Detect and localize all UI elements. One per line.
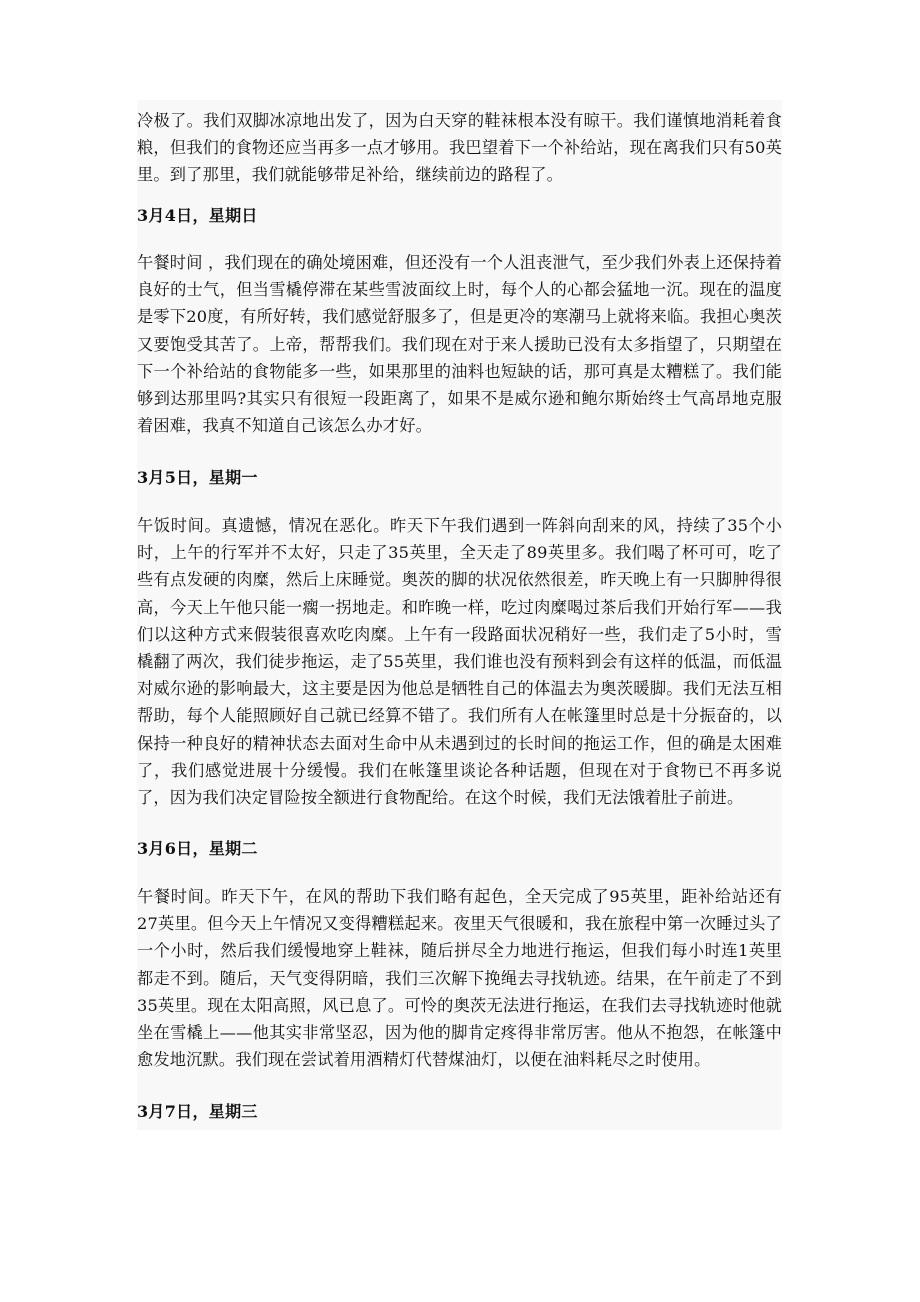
diary-date-march-5: 3月5日，星期一 xyxy=(137,468,258,487)
diary-paragraph-march-4: 午餐时间 ，我们现在的确处境困难，但还没有一个人沮丧泄气，至少我们外表上还保持着良好的士气，但当雪橇停滞在某些雪波面纹上时，每个人的心都会猛地一沉。现在的温度是零下20度，有所好转，我们感觉舒服多了，但是更冷的寒潮马上就将来临。我担心奥茨又要饱受其苦了。上帝，帮帮我们。我们现在对于来人援助已没有太多指望了，只期望在下一个补给站的食物能多一些，如果那里的油料也短缺的话，那可真是太糟糕了。我们能够到达那里吗?其实只有很短一段距离了，如果不是威尔逊和鲍尔斯始终士气高昂地克服着困难，我真不知道自己该怎么办才好。 xyxy=(137,253,782,436)
diary-paragraph-intro: 冷极了。我们双脚冰凉地出发了，因为白天穿的鞋袜根本没有晾干。我们谨慎地消耗着食粮，但我们的食物还应当再多一点才够用。我巴望着下一个补给站，现在离我们只有50英里。到了那里，我们就能够带足补给，继续前边的路程了。 xyxy=(137,111,782,185)
document-page xyxy=(137,100,782,1130)
diary-date-march-4: 3月4日，星期日 xyxy=(137,206,258,225)
diary-date-march-7: 3月7日，星期三 xyxy=(137,1102,258,1121)
diary-paragraph-march-6: 午餐时间。昨天下午，在风的帮助下我们略有起色，全天完成了95英里，距补给站还有27英里。但今天上午情况又变得糟糕起来。夜里天气很暖和，我在旅程中第一次睡过头了一个小时，然后我们缓慢地穿上鞋袜，随后拼尽全力地进行拖运，但我们每小时连1英里都走不到。随后，天气变得阴暗，我们三次解下挽绳去寻找轨迹。结果，在午前走了不到35英里。现在太阳高照，风已息了。可怜的奥茨无法进行拖运，在我们去寻找轨迹时他就坐在雪橇上——他其实非常坚忍，因为他的脚肯定疼得非常厉害。他从不抱怨，在帐篷中愈发地沉默。我们现在尝试着用酒精灯代替煤油灯，以便在油料耗尽之时使用。 xyxy=(137,887,782,1070)
diary-paragraph-march-5: 午饭时间。真遗憾，情况在恶化。昨天下午我们遇到一阵斜向刮来的风，持续了35个小时，上午的行军并不太好，只走了35英里，全天走了89英里多。我们喝了杯可可，吃了些有点发硬的肉糜，然后上床睡觉。奥茨的脚的状况依然很差，昨天晚上有一只脚肿得很高，今天上午他只能一瘸一拐地走。和昨晚一样，吃过肉糜喝过茶后我们开始行军——我们以这种方式来假装很喜欢吃肉糜。上午有一段路面状况稍好一些，我们走了5小时，雪橇翻了两次，我们徒步拖运，走了55英里，我们谁也没有预料到会有这样的低温，而低温对威尔逊的影响最大，这主要是因为他总是牺牲自己的体温去为奥茨暖脚。我们无法互相帮助，每个人能照顾好自己就已经算不错了。我们所有人在帐篷里时总是十分振奋的，以保持一种良好的精神状态去面对生命中从未遇到过的长时间的拖运工作，但的确是太困难了，我们感觉进展十分缓慢。我们在帐篷里谈论各种话题，但现在对于食物已不再多说了，因为我们决定冒险按全额进行食物配给。在这个时候，我们无法饿着肚子前进。 xyxy=(137,516,782,808)
diary-date-march-6: 3月6日，星期二 xyxy=(137,839,258,858)
